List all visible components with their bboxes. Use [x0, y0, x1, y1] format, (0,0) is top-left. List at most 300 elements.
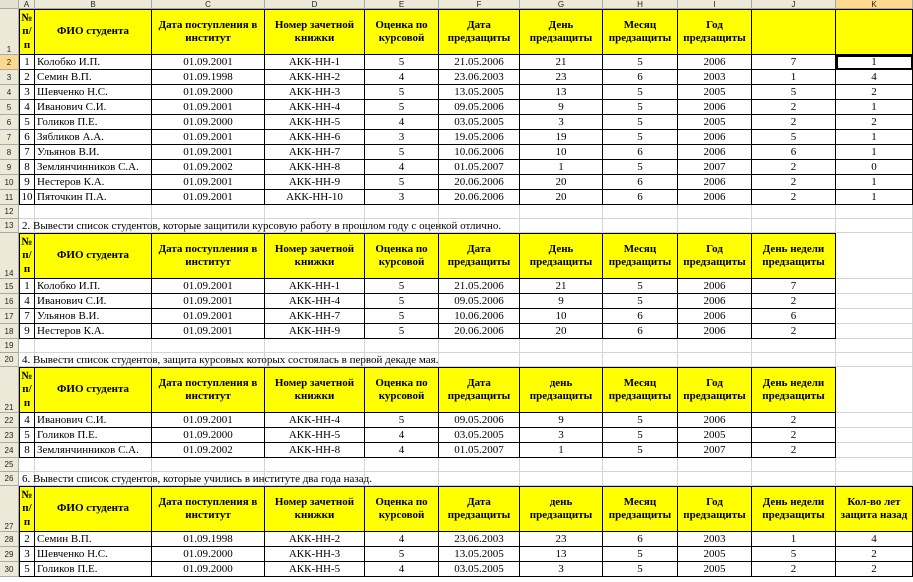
row-header-1[interactable]: 1 — [0, 9, 19, 55]
student-name-cell[interactable]: Шевченко Н.С. — [35, 85, 152, 100]
header-cell[interactable]: Дата предзащиты — [439, 367, 520, 413]
data-cell[interactable]: 13.05.2005 — [439, 547, 520, 562]
grid-cell[interactable] — [603, 458, 678, 472]
data-cell[interactable]: 21.05.2006 — [439, 55, 520, 70]
data-cell[interactable]: 01.09.2001 — [152, 130, 265, 145]
data-cell[interactable]: АКК-НН-8 — [265, 443, 365, 458]
row-header-3[interactable]: 3 — [0, 70, 19, 85]
data-cell[interactable]: 1 — [836, 190, 913, 205]
data-cell[interactable]: 01.09.2001 — [152, 309, 265, 324]
data-cell[interactable]: 21.05.2006 — [439, 279, 520, 294]
grid-cell[interactable] — [520, 219, 603, 233]
row-header-25[interactable]: 25 — [0, 458, 19, 472]
header-cell[interactable]: Месяц предзащиты — [603, 367, 678, 413]
header-cell[interactable]: Дата поступления в институт — [152, 367, 265, 413]
data-cell[interactable]: 10 — [19, 190, 35, 205]
grid-cell[interactable] — [678, 339, 752, 353]
data-cell[interactable]: 2 — [752, 160, 836, 175]
grid-cell[interactable] — [678, 205, 752, 219]
row-header-16[interactable]: 16 — [0, 294, 19, 309]
data-cell[interactable]: 2 — [752, 324, 836, 339]
data-cell[interactable]: 01.09.2002 — [152, 160, 265, 175]
row-header-24[interactable]: 24 — [0, 443, 19, 458]
data-cell[interactable]: 6 — [603, 324, 678, 339]
column-header-k[interactable]: K — [836, 0, 913, 9]
data-cell[interactable]: 10.06.2006 — [439, 309, 520, 324]
data-cell[interactable]: 8 — [19, 160, 35, 175]
grid-cell[interactable] — [35, 205, 152, 219]
data-cell[interactable]: 2006 — [678, 100, 752, 115]
header-cell[interactable]: Месяц предзащиты — [603, 9, 678, 55]
data-cell[interactable]: 5 — [19, 428, 35, 443]
row-header-27[interactable]: 27 — [0, 486, 19, 532]
student-name-cell[interactable]: Землянчинников С.А. — [35, 160, 152, 175]
grid-cell[interactable] — [836, 472, 913, 486]
data-cell[interactable]: 1 — [836, 145, 913, 160]
data-cell[interactable]: АКК-НН-1 — [265, 279, 365, 294]
row-header-29[interactable]: 29 — [0, 547, 19, 562]
data-cell[interactable]: 4 — [19, 100, 35, 115]
column-header-d[interactable]: D — [265, 0, 365, 9]
header-cell[interactable]: ФИО студента — [35, 367, 152, 413]
data-cell[interactable]: 5 — [603, 562, 678, 577]
grid-cell[interactable] — [836, 309, 913, 324]
data-cell[interactable]: 2005 — [678, 547, 752, 562]
data-cell[interactable]: 01.09.2002 — [152, 443, 265, 458]
grid-cell[interactable] — [152, 339, 265, 353]
data-cell[interactable]: 4 — [19, 294, 35, 309]
data-cell[interactable]: 01.09.2000 — [152, 85, 265, 100]
grid-cell[interactable] — [678, 353, 752, 367]
data-cell[interactable]: 03.05.2005 — [439, 562, 520, 577]
data-cell[interactable]: 2 — [836, 115, 913, 130]
data-cell[interactable]: 01.09.2000 — [152, 428, 265, 443]
data-cell[interactable]: 2 — [752, 562, 836, 577]
data-cell[interactable]: 5 — [365, 100, 439, 115]
data-cell[interactable]: 6 — [603, 309, 678, 324]
data-cell[interactable]: 09.05.2006 — [439, 294, 520, 309]
data-cell[interactable]: 3 — [365, 130, 439, 145]
row-header-4[interactable]: 4 — [0, 85, 19, 100]
data-cell[interactable]: 6 — [603, 190, 678, 205]
row-header-13[interactable]: 13 — [0, 219, 19, 233]
grid-cell[interactable] — [439, 353, 520, 367]
data-cell[interactable]: 1 — [836, 130, 913, 145]
student-name-cell[interactable]: Голиков П.Е. — [35, 562, 152, 577]
data-cell[interactable]: 01.09.2001 — [152, 175, 265, 190]
header-cell[interactable]: Месяц предзащиты — [603, 233, 678, 279]
data-cell[interactable]: 10 — [520, 145, 603, 160]
grid-cell[interactable] — [520, 339, 603, 353]
grid-cell[interactable] — [836, 443, 913, 458]
row-header-6[interactable]: 6 — [0, 115, 19, 130]
column-header-c[interactable]: C — [152, 0, 265, 9]
data-cell[interactable]: 3 — [520, 428, 603, 443]
data-cell[interactable]: 5 — [603, 443, 678, 458]
data-cell[interactable]: АКК-НН-9 — [265, 175, 365, 190]
data-cell[interactable]: 5 — [365, 413, 439, 428]
grid-cell[interactable] — [678, 219, 752, 233]
data-cell[interactable]: 9 — [19, 175, 35, 190]
grid-cell[interactable] — [836, 339, 913, 353]
data-cell[interactable]: 2005 — [678, 562, 752, 577]
data-cell[interactable]: 4 — [836, 532, 913, 547]
grid-cell[interactable] — [365, 205, 439, 219]
data-cell[interactable]: 2 — [19, 70, 35, 85]
data-cell[interactable]: 10.06.2006 — [439, 145, 520, 160]
data-cell[interactable]: 2 — [752, 428, 836, 443]
data-cell[interactable]: 03.05.2005 — [439, 115, 520, 130]
data-cell[interactable]: 5 — [603, 100, 678, 115]
data-cell[interactable]: 2 — [836, 562, 913, 577]
row-header-20[interactable]: 20 — [0, 353, 19, 367]
data-cell[interactable]: 01.09.2001 — [152, 190, 265, 205]
data-cell[interactable]: 5 — [752, 85, 836, 100]
grid-cell[interactable] — [152, 205, 265, 219]
data-cell[interactable]: 7 — [19, 309, 35, 324]
data-cell[interactable]: АКК-НН-6 — [265, 130, 365, 145]
grid-cell[interactable] — [836, 294, 913, 309]
select-all-corner[interactable] — [0, 0, 19, 9]
header-cell[interactable]: день предзащиты — [520, 486, 603, 532]
data-cell[interactable]: 23.06.2003 — [439, 532, 520, 547]
data-cell[interactable]: 1 — [752, 70, 836, 85]
data-cell[interactable]: АКК-НН-5 — [265, 115, 365, 130]
student-name-cell[interactable]: Нестеров К.А. — [35, 324, 152, 339]
data-cell[interactable]: 1 — [19, 279, 35, 294]
data-cell[interactable]: 2006 — [678, 55, 752, 70]
header-cell[interactable]: № п/п — [19, 486, 35, 532]
row-header-15[interactable]: 15 — [0, 279, 19, 294]
data-cell[interactable]: 20.06.2006 — [439, 324, 520, 339]
data-cell[interactable]: 4 — [365, 160, 439, 175]
grid-cell[interactable] — [603, 353, 678, 367]
column-header-a[interactable]: A — [19, 0, 35, 9]
header-cell[interactable]: Дата поступления в институт — [152, 233, 265, 279]
student-name-cell[interactable]: Иванович С.И. — [35, 294, 152, 309]
row-header-22[interactable]: 22 — [0, 413, 19, 428]
grid-cell[interactable] — [265, 458, 365, 472]
grid-cell[interactable] — [35, 339, 152, 353]
data-cell[interactable]: 9 — [19, 324, 35, 339]
data-cell[interactable]: 5 — [603, 85, 678, 100]
header-cell[interactable]: Месяц предзащиты — [603, 486, 678, 532]
data-cell[interactable]: 5 — [603, 160, 678, 175]
grid-cell[interactable] — [265, 205, 365, 219]
data-cell[interactable]: 2005 — [678, 115, 752, 130]
data-cell[interactable]: 5 — [365, 309, 439, 324]
grid-cell[interactable] — [365, 458, 439, 472]
data-cell[interactable]: 7 — [752, 55, 836, 70]
grid-cell[interactable] — [520, 458, 603, 472]
data-cell[interactable]: АКК-НН-7 — [265, 145, 365, 160]
grid-cell[interactable] — [836, 413, 913, 428]
data-cell[interactable]: 01.09.2000 — [152, 562, 265, 577]
grid-cell[interactable] — [520, 205, 603, 219]
row-header-30[interactable]: 30 — [0, 562, 19, 577]
data-cell[interactable]: 19.05.2006 — [439, 130, 520, 145]
data-cell[interactable]: 20 — [520, 190, 603, 205]
data-cell[interactable]: АКК-НН-5 — [265, 562, 365, 577]
data-cell[interactable]: 2 — [752, 190, 836, 205]
data-cell[interactable]: 23.06.2003 — [439, 70, 520, 85]
data-cell[interactable]: 5 — [19, 562, 35, 577]
row-header-19[interactable]: 19 — [0, 339, 19, 353]
data-cell[interactable]: 13.05.2005 — [439, 85, 520, 100]
data-cell[interactable]: 01.09.2001 — [152, 324, 265, 339]
data-cell[interactable]: 23 — [520, 532, 603, 547]
column-header-e[interactable]: E — [365, 0, 439, 9]
data-cell[interactable]: 2003 — [678, 532, 752, 547]
data-cell[interactable]: 4 — [19, 413, 35, 428]
column-header-j[interactable]: J — [752, 0, 836, 9]
header-cell[interactable]: ФИО студента — [35, 9, 152, 55]
student-name-cell[interactable]: Ульянов В.И. — [35, 145, 152, 160]
data-cell[interactable]: 5 — [603, 428, 678, 443]
row-header-5[interactable]: 5 — [0, 100, 19, 115]
grid-cell[interactable] — [603, 219, 678, 233]
header-cell[interactable]: № п/п — [19, 9, 35, 55]
row-header-11[interactable]: 11 — [0, 190, 19, 205]
data-cell[interactable]: 5 — [752, 130, 836, 145]
header-cell[interactable]: Номер зачетной книжки — [265, 486, 365, 532]
header-cell[interactable]: Номер зачетной книжки — [265, 9, 365, 55]
grid-cell[interactable] — [836, 233, 913, 279]
student-name-cell[interactable]: Ульянов В.И. — [35, 309, 152, 324]
data-cell[interactable]: 6 — [603, 532, 678, 547]
header-cell[interactable]: Номер зачетной книжки — [265, 233, 365, 279]
data-cell[interactable]: АКК-НН-4 — [265, 413, 365, 428]
grid-cell[interactable] — [836, 428, 913, 443]
grid-cell[interactable] — [439, 339, 520, 353]
data-cell[interactable]: 2 — [752, 443, 836, 458]
header-cell[interactable]: Год предзащиты — [678, 233, 752, 279]
grid-cell[interactable] — [752, 219, 836, 233]
data-cell[interactable]: 20.06.2006 — [439, 175, 520, 190]
student-name-cell[interactable]: Иванович С.И. — [35, 413, 152, 428]
data-cell[interactable]: 01.09.2001 — [152, 145, 265, 160]
header-cell[interactable]: Дата поступления в институт — [152, 486, 265, 532]
header-cell[interactable]: Дата предзащиты — [439, 9, 520, 55]
data-cell[interactable]: 5 — [603, 547, 678, 562]
data-cell[interactable]: 2006 — [678, 145, 752, 160]
column-header-i[interactable]: I — [678, 0, 752, 9]
row-header-7[interactable]: 7 — [0, 130, 19, 145]
data-cell[interactable]: 3 — [520, 562, 603, 577]
data-cell[interactable]: 1 — [836, 100, 913, 115]
header-cell[interactable]: Кол-во лет защита назад — [836, 486, 913, 532]
row-header-21[interactable]: 21 — [0, 367, 19, 413]
data-cell[interactable]: 5 — [752, 547, 836, 562]
student-name-cell[interactable]: Зябликов А.А. — [35, 130, 152, 145]
header-cell[interactable]: Оценка по курсовой — [365, 367, 439, 413]
header-cell[interactable] — [752, 9, 836, 55]
header-cell[interactable]: Год предзащиты — [678, 486, 752, 532]
grid-cell[interactable] — [265, 339, 365, 353]
data-cell[interactable]: 2006 — [678, 309, 752, 324]
grid-cell[interactable] — [836, 324, 913, 339]
header-cell[interactable] — [836, 9, 913, 55]
student-name-cell[interactable]: Землянчинников С.А. — [35, 443, 152, 458]
data-cell[interactable]: 5 — [365, 294, 439, 309]
grid-cell[interactable] — [35, 458, 152, 472]
data-cell[interactable]: 01.09.2000 — [152, 115, 265, 130]
grid-cell[interactable] — [752, 472, 836, 486]
data-cell[interactable]: 2 — [752, 413, 836, 428]
grid-cell[interactable] — [752, 339, 836, 353]
data-cell[interactable]: 2005 — [678, 428, 752, 443]
data-cell[interactable]: 1 — [19, 55, 35, 70]
data-cell[interactable]: 5 — [603, 413, 678, 428]
data-cell[interactable]: АКК-НН-3 — [265, 547, 365, 562]
data-cell[interactable]: 2006 — [678, 294, 752, 309]
student-name-cell[interactable]: Голиков П.Е. — [35, 115, 152, 130]
row-header-23[interactable]: 23 — [0, 428, 19, 443]
row-header-10[interactable]: 10 — [0, 175, 19, 190]
data-cell[interactable]: АКК-НН-3 — [265, 85, 365, 100]
header-cell[interactable]: Дата поступления в институт — [152, 9, 265, 55]
data-cell[interactable]: 5 — [603, 55, 678, 70]
data-cell[interactable]: АКК-НН-10 — [265, 190, 365, 205]
grid-cell[interactable] — [365, 339, 439, 353]
data-cell[interactable]: 20 — [520, 175, 603, 190]
data-cell[interactable]: 5 — [365, 55, 439, 70]
data-cell[interactable]: 4 — [365, 115, 439, 130]
student-name-cell[interactable]: Колобко И.П. — [35, 55, 152, 70]
grid-cell[interactable] — [678, 472, 752, 486]
grid-cell[interactable] — [439, 205, 520, 219]
grid-cell[interactable] — [752, 353, 836, 367]
data-cell[interactable]: 01.09.2001 — [152, 100, 265, 115]
data-cell[interactable]: 2006 — [678, 324, 752, 339]
data-cell[interactable]: 2 — [19, 532, 35, 547]
data-cell[interactable]: 3 — [520, 115, 603, 130]
data-cell[interactable]: 1 — [520, 160, 603, 175]
grid-cell[interactable] — [752, 205, 836, 219]
data-cell[interactable]: 01.05.2007 — [439, 160, 520, 175]
data-cell[interactable]: АКК-НН-8 — [265, 160, 365, 175]
data-cell[interactable]: 1 — [836, 55, 913, 70]
header-cell[interactable]: Год предзащиты — [678, 367, 752, 413]
data-cell[interactable]: АКК-НН-1 — [265, 55, 365, 70]
grid-cell[interactable] — [603, 205, 678, 219]
data-cell[interactable]: АКК-НН-4 — [265, 294, 365, 309]
data-cell[interactable]: 2005 — [678, 85, 752, 100]
header-cell[interactable]: ФИО студента — [35, 486, 152, 532]
data-cell[interactable]: 20.06.2006 — [439, 190, 520, 205]
data-cell[interactable]: 01.09.2001 — [152, 294, 265, 309]
grid-cell[interactable] — [752, 458, 836, 472]
data-cell[interactable]: 4 — [365, 443, 439, 458]
data-cell[interactable]: 7 — [19, 145, 35, 160]
data-cell[interactable]: 5 — [365, 279, 439, 294]
data-cell[interactable]: 5 — [365, 85, 439, 100]
row-header-28[interactable]: 28 — [0, 532, 19, 547]
data-cell[interactable]: 21 — [520, 55, 603, 70]
data-cell[interactable]: 01.05.2007 — [439, 443, 520, 458]
header-cell[interactable]: День предзащиты — [520, 233, 603, 279]
data-cell[interactable]: 4 — [365, 428, 439, 443]
data-cell[interactable]: 5 — [603, 294, 678, 309]
student-name-cell[interactable]: Нестеров К.А. — [35, 175, 152, 190]
grid-cell[interactable] — [439, 458, 520, 472]
grid-cell[interactable] — [19, 458, 35, 472]
data-cell[interactable]: 4 — [365, 532, 439, 547]
data-cell[interactable]: 2 — [752, 294, 836, 309]
column-header-f[interactable]: F — [439, 0, 520, 9]
data-cell[interactable]: 5 — [365, 547, 439, 562]
data-cell[interactable]: АКК-НН-4 — [265, 100, 365, 115]
data-cell[interactable]: 5 — [603, 115, 678, 130]
student-name-cell[interactable]: Пяточкин П.А. — [35, 190, 152, 205]
data-cell[interactable]: 01.09.2001 — [152, 55, 265, 70]
data-cell[interactable]: 03.05.2005 — [439, 428, 520, 443]
data-cell[interactable]: 6 — [752, 145, 836, 160]
data-cell[interactable]: 01.09.2001 — [152, 279, 265, 294]
grid-cell[interactable] — [152, 458, 265, 472]
data-cell[interactable]: 3 — [365, 190, 439, 205]
data-cell[interactable]: 2007 — [678, 160, 752, 175]
row-header-8[interactable]: 8 — [0, 145, 19, 160]
row-header-2[interactable]: 2 — [0, 55, 19, 70]
data-cell[interactable]: 2 — [752, 175, 836, 190]
data-cell[interactable]: 9 — [520, 294, 603, 309]
data-cell[interactable]: 01.09.2001 — [152, 413, 265, 428]
grid-cell[interactable] — [365, 472, 439, 486]
header-cell[interactable]: Год предзащиты — [678, 9, 752, 55]
data-cell[interactable]: 9 — [520, 413, 603, 428]
data-cell[interactable]: 13 — [520, 547, 603, 562]
data-cell[interactable]: 21 — [520, 279, 603, 294]
header-cell[interactable]: День недели предзащиты — [752, 367, 836, 413]
data-cell[interactable]: 01.09.1998 — [152, 70, 265, 85]
data-cell[interactable]: АКК-НН-7 — [265, 309, 365, 324]
data-cell[interactable]: 2 — [752, 115, 836, 130]
header-cell[interactable]: день предзащиты — [520, 367, 603, 413]
row-header-14[interactable]: 14 — [0, 233, 19, 279]
data-cell[interactable]: 2003 — [678, 70, 752, 85]
row-header-18[interactable]: 18 — [0, 324, 19, 339]
header-cell[interactable]: Оценка по курсовой — [365, 233, 439, 279]
data-cell[interactable]: АКК-НН-9 — [265, 324, 365, 339]
data-cell[interactable]: 5 — [603, 130, 678, 145]
data-cell[interactable]: 5 — [365, 145, 439, 160]
header-cell[interactable]: День недели предзащиты — [752, 486, 836, 532]
data-cell[interactable]: 09.05.2006 — [439, 413, 520, 428]
grid-cell[interactable] — [678, 458, 752, 472]
data-cell[interactable]: 13 — [520, 85, 603, 100]
grid-cell[interactable] — [603, 339, 678, 353]
student-name-cell[interactable]: Семин В.П. — [35, 70, 152, 85]
data-cell[interactable]: 6 — [603, 145, 678, 160]
column-header-b[interactable]: B — [35, 0, 152, 9]
student-name-cell[interactable]: Семин В.П. — [35, 532, 152, 547]
data-cell[interactable]: 2 — [752, 100, 836, 115]
header-cell[interactable]: № п/п — [19, 367, 35, 413]
grid-cell[interactable] — [520, 353, 603, 367]
data-cell[interactable]: 6 — [603, 175, 678, 190]
grid-cell[interactable] — [520, 472, 603, 486]
grid-cell[interactable] — [836, 219, 913, 233]
data-cell[interactable]: 6 — [603, 70, 678, 85]
column-header-g[interactable]: G — [520, 0, 603, 9]
data-cell[interactable]: 23 — [520, 70, 603, 85]
student-name-cell[interactable]: Шевченко Н.С. — [35, 547, 152, 562]
data-cell[interactable]: 4 — [365, 562, 439, 577]
data-cell[interactable]: 2007 — [678, 443, 752, 458]
header-cell[interactable]: День недели предзащиты — [752, 233, 836, 279]
header-cell[interactable]: ФИО студента — [35, 233, 152, 279]
